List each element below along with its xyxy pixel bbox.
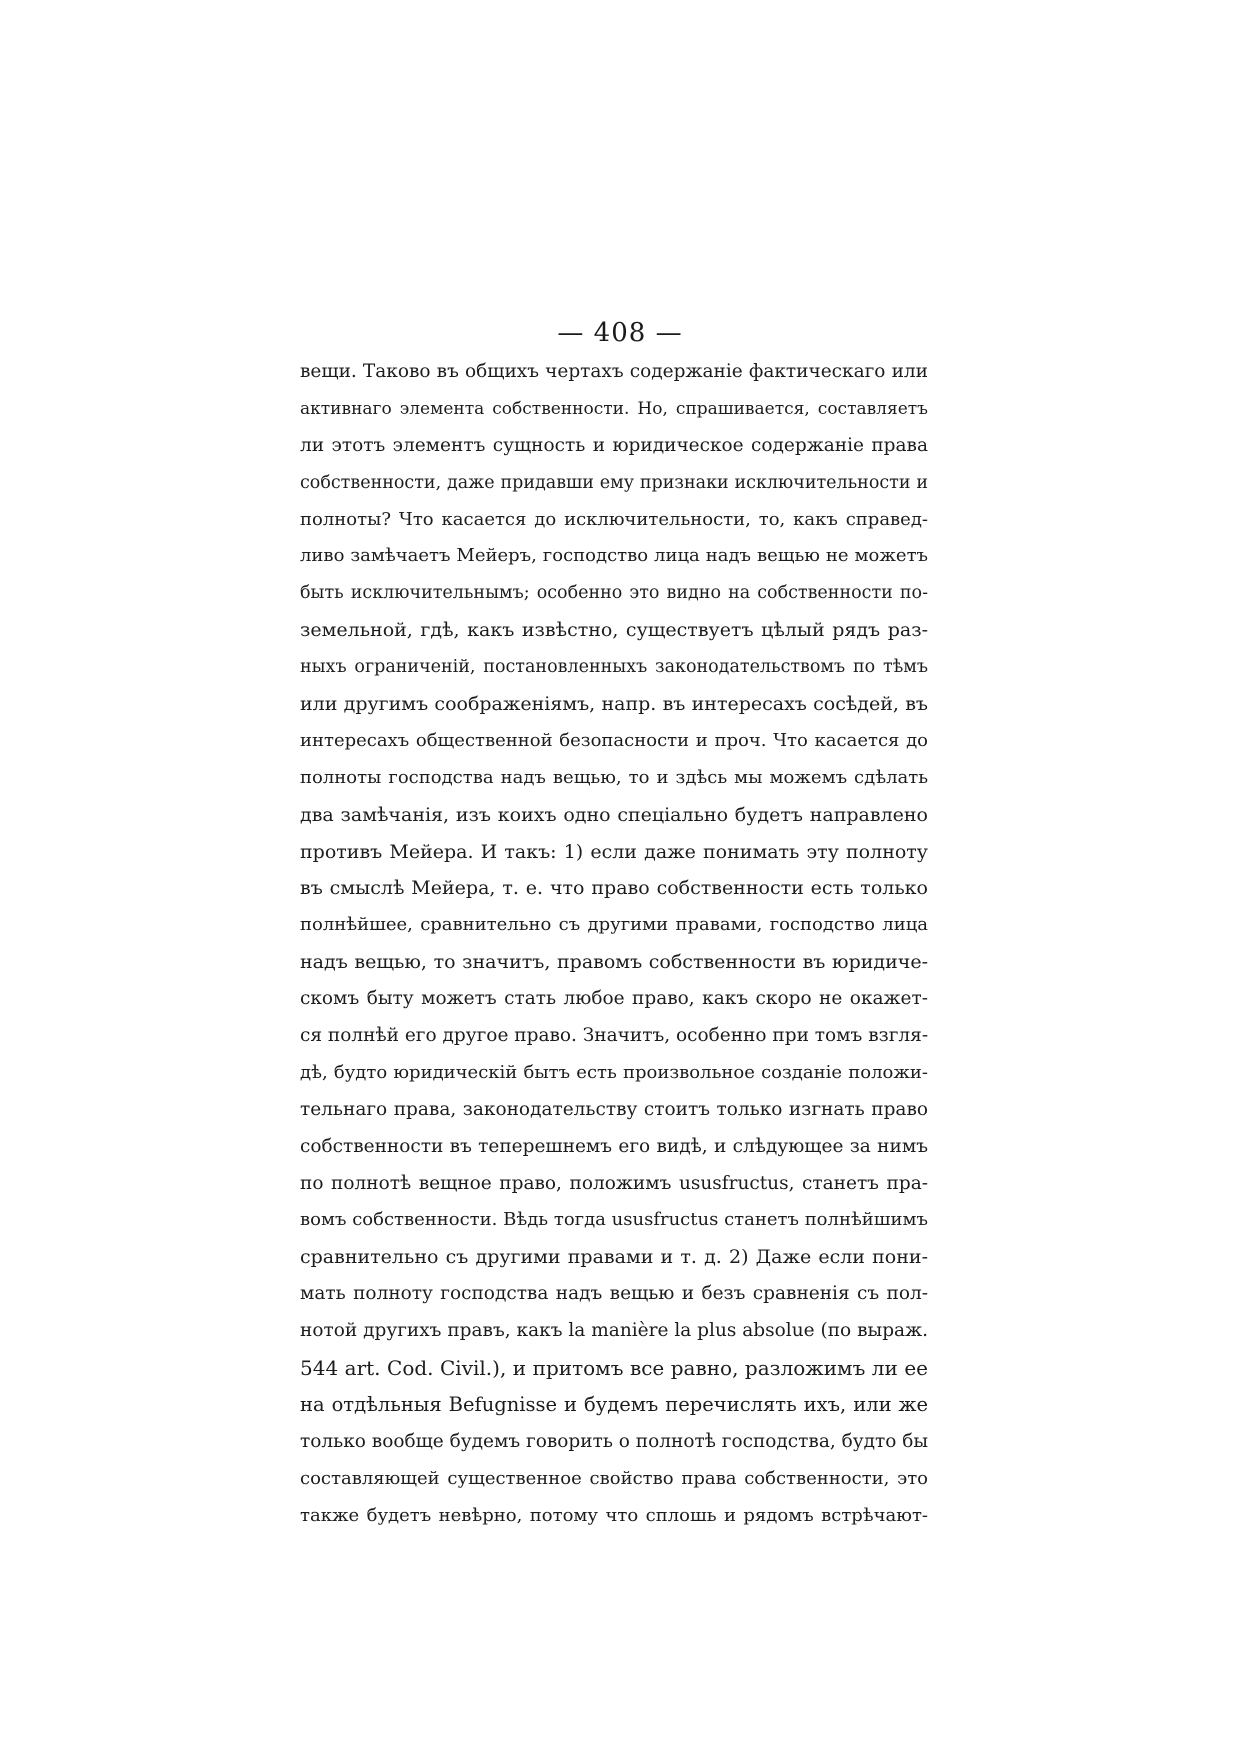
text-line: на отдѣльныя Befugnisse и будемъ перечислять ихъ, или же bbox=[300, 1392, 928, 1416]
text-line: противъ Мейера. И такъ: 1) если даже понимать эту полноту bbox=[300, 840, 928, 863]
text-line: полнѣйшее, сравнительно съ другими правами, господство лица bbox=[300, 914, 928, 936]
text-line: сравнительно съ другими правами и т. д. 2) Даже если пони- bbox=[300, 1246, 928, 1269]
text-line: полноты? Что касается до исключительности, то, какъ справед- bbox=[300, 508, 928, 530]
text-line: активнаго элемента собственности. Но, спрашивается, составляетъ bbox=[300, 398, 928, 419]
text-line: два замѣчанія, изъ коихъ одно спеціально будетъ направлено bbox=[300, 803, 928, 826]
text-line: нотой другихъ правъ, какъ la manière la plus absolue (по выраж. bbox=[300, 1320, 928, 1342]
text-line: вомъ собственности. Вѣдь тогда ususfructus станетъ полнѣйшимъ bbox=[300, 1209, 928, 1231]
text-line: собственности въ теперешнемъ его видѣ, и слѣдующее за нимъ bbox=[300, 1135, 928, 1157]
text-line: или другимъ соображеніямъ, напр. въ интересахъ сосѣдей, въ bbox=[300, 693, 928, 716]
text-line: 544 art. Cod. Civil.), и притомъ все равно, разложимъ ли ее bbox=[300, 1356, 928, 1381]
text-line: ныхъ ограниченій, постановленныхъ законодательствомъ по тѣмъ bbox=[300, 657, 928, 678]
text-line: земельной, гдѣ, какъ извѣстно, существуетъ цѣлый рядъ раз- bbox=[300, 619, 928, 642]
text-line: только вообще будемъ говорить о полнотѣ господства, будто бы bbox=[300, 1430, 928, 1452]
text-line: дѣ, будто юридическій бытъ есть произвольное созданіе положи- bbox=[300, 1061, 928, 1083]
text-line: вещи. Таково въ общихъ чертахъ содержаніе фактическаго или bbox=[300, 361, 928, 382]
text-line: также будетъ невѣрно, потому что сплошь и рядомъ встрѣчают- bbox=[300, 1504, 928, 1526]
text-line: мать полноту господства надъ вещью и безъ сравненія съ пол- bbox=[300, 1283, 928, 1305]
text-line: собственности, даже придавши ему признаки исключительности и bbox=[300, 472, 928, 493]
page-number: — 408 — bbox=[557, 318, 683, 348]
text-line: тельнаго права, законодательству стоитъ только изгнать право bbox=[300, 1098, 928, 1120]
text-line: полноты господства надъ вещью, то и здѣсь мы можемъ сдѣлать bbox=[300, 766, 928, 788]
body-text bbox=[300, 354, 928, 1535]
text-line: въ смыслѣ Мейера, т. е. что право собственности есть только bbox=[300, 877, 928, 900]
text-line: интересахъ общественной безопасности и проч. Что касается до bbox=[300, 729, 928, 751]
text-line: ся полнѣй его другое право. Значитъ, особенно при томъ взгля- bbox=[300, 1025, 928, 1047]
text-line: по полнотѣ вещное право, положимъ ususfructus, станетъ пра- bbox=[300, 1172, 928, 1194]
text-line: ли этотъ элементъ сущность и юридическое содержаніе права bbox=[300, 434, 928, 456]
text-line: быть исключительнымъ; особенно это видно на собственности по- bbox=[300, 583, 928, 604]
text-line: скомъ быту можетъ стать любое право, какъ скоро не окажет- bbox=[300, 988, 928, 1010]
text-line: составляющей существенное свойство права собственности, это bbox=[300, 1467, 928, 1489]
text-line: надъ вещью, то значитъ, правомъ собственности въ юридиче- bbox=[300, 951, 928, 974]
text-line: ливо замѣчаетъ Мейеръ, господство лица надъ вещью не можетъ bbox=[300, 545, 928, 567]
